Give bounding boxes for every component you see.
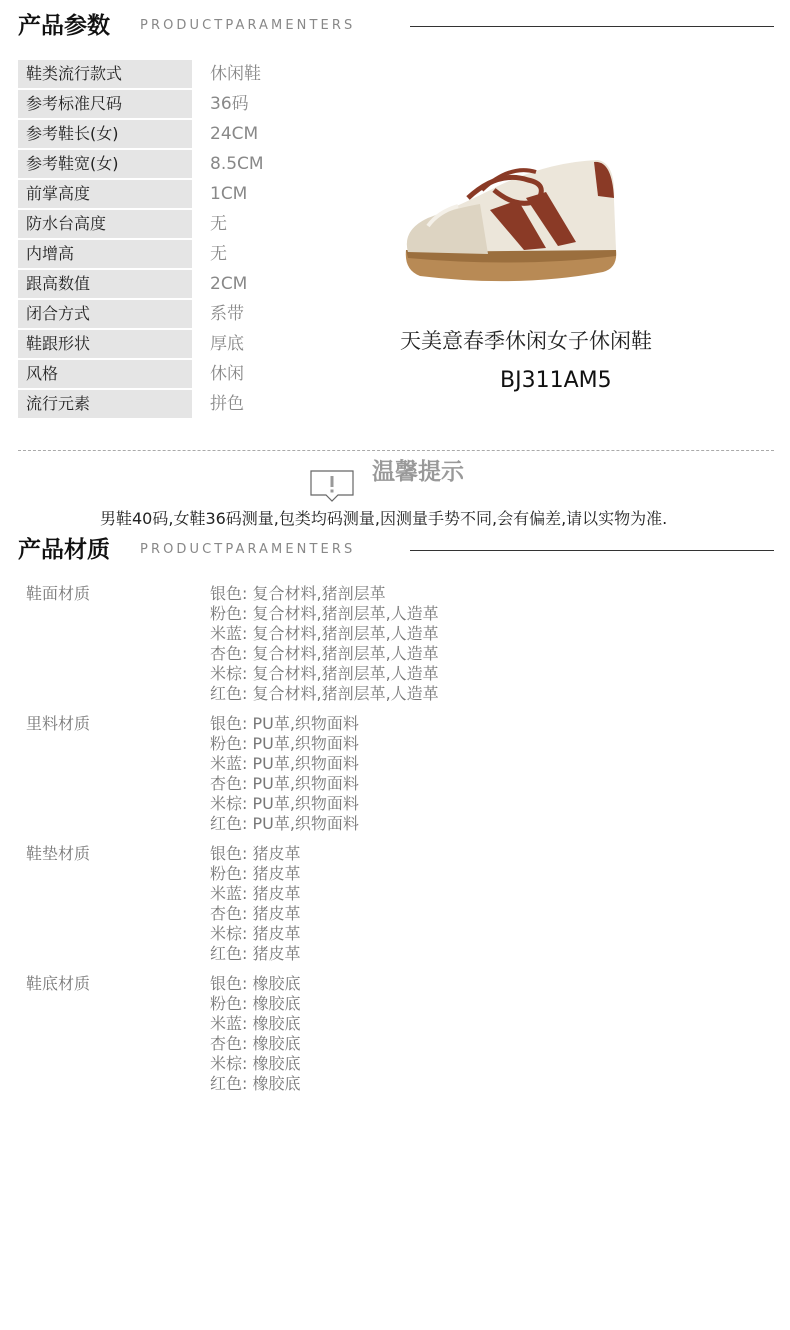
material-label: 鞋垫材质: [26, 844, 91, 863]
material-line: 粉色: 复合材料,猪剖层革,人造革: [210, 604, 439, 623]
param-label: 参考标准尺码: [18, 90, 192, 118]
section-header-materials: [18, 532, 774, 568]
param-value: 无: [210, 214, 227, 234]
param-label: 内增高: [18, 240, 192, 268]
param-label: 鞋类流行款式: [18, 60, 192, 88]
material-line: 银色: 橡胶底: [210, 974, 301, 993]
param-label: 前掌高度: [18, 180, 192, 208]
dashed-divider: [18, 450, 774, 451]
param-row: [18, 240, 378, 270]
warning-icon: [310, 470, 354, 502]
param-value: 1CM: [210, 184, 248, 204]
product-name: 天美意春季休闲女子休闲鞋: [400, 329, 652, 353]
param-row: [18, 150, 378, 180]
tip-title: 温馨提示: [372, 459, 464, 485]
material-line: 红色: PU革,织物面料: [210, 814, 359, 833]
param-label: 参考鞋宽(女): [18, 150, 192, 178]
param-row: [18, 270, 378, 300]
material-group: [18, 974, 758, 1094]
material-gap: [18, 704, 758, 714]
param-row: [18, 330, 378, 360]
material-group: [18, 714, 758, 834]
material-label: 鞋底材质: [26, 974, 91, 993]
material-line: 杏色: PU革,织物面料: [210, 774, 359, 793]
params-table: [18, 60, 378, 420]
param-value: 拼色: [210, 394, 244, 414]
param-row: [18, 360, 378, 390]
param-row: [18, 120, 378, 150]
material-label: 里料材质: [26, 714, 91, 733]
section-title: 产品材质: [18, 537, 110, 563]
param-label: 防水台高度: [18, 210, 192, 238]
param-label: 参考鞋长(女): [18, 120, 192, 148]
material-line: 米蓝: 橡胶底: [210, 1014, 301, 1033]
material-line: 米棕: PU革,织物面料: [210, 794, 359, 813]
param-value: 无: [210, 244, 227, 264]
material-line: 红色: 橡胶底: [210, 1074, 301, 1093]
material-label: 鞋面材质: [26, 584, 91, 603]
material-line: 米棕: 猪皮革: [210, 924, 301, 943]
header-rule: [410, 550, 774, 551]
section-header-params: [18, 8, 774, 44]
material-gap: [18, 834, 758, 844]
material-line: 米棕: 橡胶底: [210, 1054, 301, 1073]
material-gap: [18, 1094, 758, 1104]
param-value: 系带: [210, 304, 244, 324]
param-value: 休闲: [210, 364, 244, 384]
param-row: [18, 300, 378, 330]
material-line: 银色: 复合材料,猪剖层革: [210, 584, 386, 603]
material-line: 米蓝: PU革,织物面料: [210, 754, 359, 773]
param-value: 休闲鞋: [210, 64, 261, 84]
param-value: 24CM: [210, 124, 259, 144]
materials-list: [18, 584, 758, 1104]
material-line: 米棕: 复合材料,猪剖层革,人造革: [210, 664, 439, 683]
material-line: 红色: 复合材料,猪剖层革,人造革: [210, 684, 439, 703]
section-subtitle: PRODUCTPARAMENTERS: [140, 542, 356, 557]
param-row: [18, 390, 378, 420]
product-model: BJ311AM5: [500, 368, 612, 393]
param-label: 跟高数值: [18, 270, 192, 298]
param-label: 闭合方式: [18, 300, 192, 328]
material-line: 杏色: 橡胶底: [210, 1034, 301, 1053]
param-value: 8.5CM: [210, 154, 264, 174]
material-line: 杏色: 猪皮革: [210, 904, 301, 923]
param-label: 鞋跟形状: [18, 330, 192, 358]
param-row: [18, 60, 378, 90]
material-line: 杏色: 复合材料,猪剖层革,人造革: [210, 644, 439, 663]
material-line: 红色: 猪皮革: [210, 944, 301, 963]
param-label: 风格: [18, 360, 192, 388]
material-line: 粉色: 橡胶底: [210, 994, 301, 1013]
section-subtitle: PRODUCTPARAMENTERS: [140, 18, 356, 33]
tip-text: 男鞋40码,女鞋36码测量,包类均码测量,因测量手势不同,会有偏差,请以实物为准.: [100, 509, 668, 528]
material-line: 粉色: 猪皮革: [210, 864, 301, 883]
material-line: 米蓝: 复合材料,猪剖层革,人造革: [210, 624, 439, 643]
param-row: [18, 90, 378, 120]
material-line: 米蓝: 猪皮革: [210, 884, 301, 903]
material-line: 银色: PU革,织物面料: [210, 714, 359, 733]
header-rule: [410, 26, 774, 27]
material-line: 粉色: PU革,织物面料: [210, 734, 359, 753]
param-value: 厚底: [210, 334, 244, 354]
param-row: [18, 210, 378, 240]
material-line: 银色: 猪皮革: [210, 844, 301, 863]
material-group: [18, 844, 758, 964]
param-value: 2CM: [210, 274, 248, 294]
material-gap: [18, 964, 758, 974]
section-title: 产品参数: [18, 13, 110, 39]
param-label: 流行元素: [18, 390, 192, 418]
material-group: [18, 584, 758, 704]
param-row: [18, 180, 378, 210]
param-value: 36码: [210, 94, 249, 114]
product-shoe-image: [398, 150, 628, 295]
